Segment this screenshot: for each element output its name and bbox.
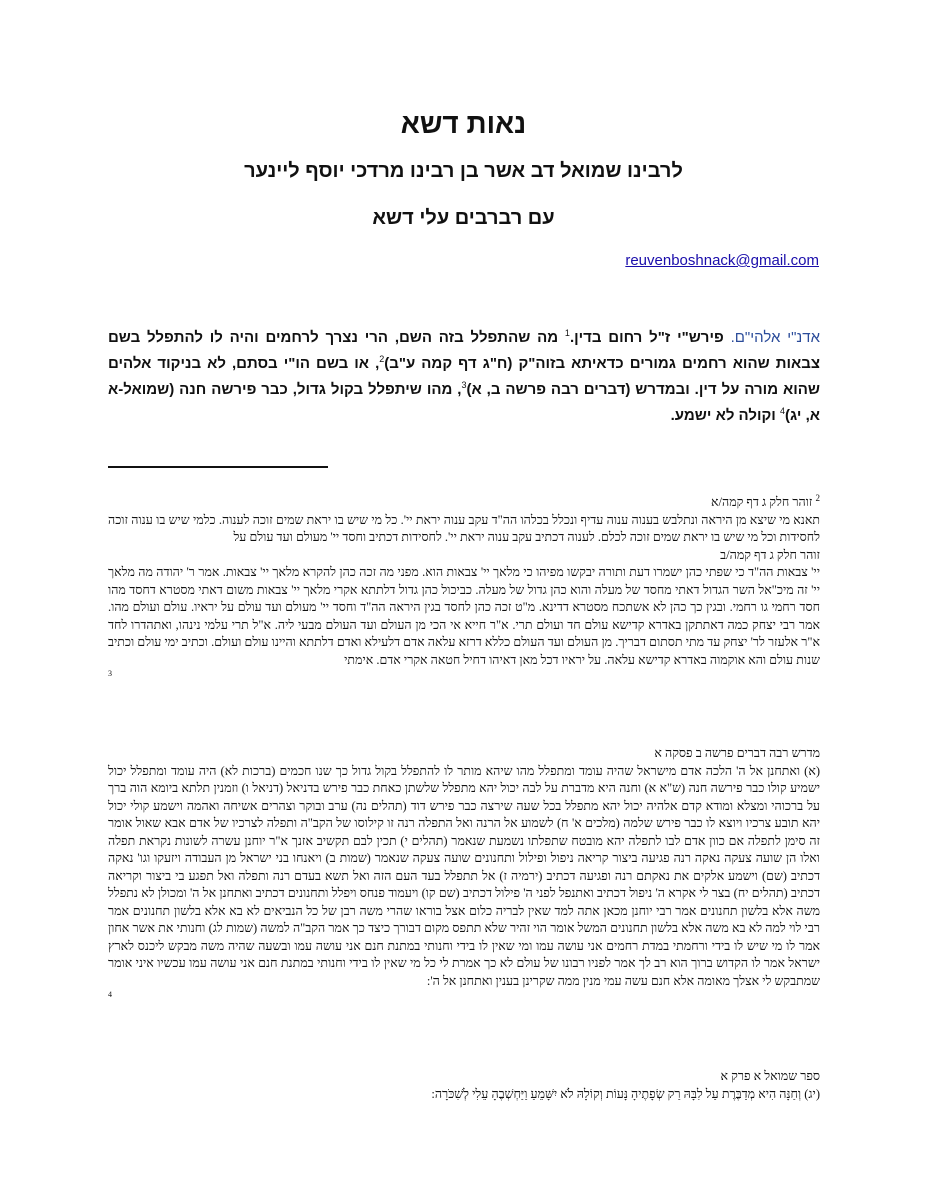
footnote-ref-1[interactable]: 1 [564, 328, 570, 338]
footnote-2-heading [108, 494, 820, 512]
document-subtitle: לרבינו שמואל דב אשר בן רבינו מרדכי יוסף ליינער [244, 160, 683, 182]
footnote-2-heading-text: זוהר חלק ג דף קמה/א [711, 495, 813, 509]
document-subtitle-2: עם רברבים עלי דשא [372, 207, 555, 229]
footnote-2-body-2: יי' צבאות הה"ד כי שפתי כהן ישמרו דעת ותורה יבקשו מפיהו כי מלאך יי' צבאות הוא. מפני מה זכה כהן להקרא מלאך יי' צבאות. אמר ר' יהודה מה מלאך יי' זה מיכ"אל השר הגדול דאתי מחסד של מעלה והוא כהן גדול של מעלה. כביכול כהן גדול דלתתא אקרי מלאך יי' צבאות משום דאתי מסטרא דחסד מהו חסד רחמי גו רחמי. ובגין כך כהן לא אשתכח מסטרא דדינא. מ"ט זכה כהן לחסד בגין היראה הה"ד וחסד יי' מעולם ועד עולם על יראיו. עולם ועולם מהו. אמר רבי יצחק כמה דאתתקן באדרא קדישא עולם חד ועולם תרי. א"ר חייא אי הכי מן העולם ועד העולם מבעי ליה. א"ל תרי עלמי נינהו, ואתהדרו לחד א"ר אלעזר לר' יצחק עד מתי תסתום דבריך. מן העולם ועד העולם כללא דרזא עלאה אדם דלעילא ואדם דלתתא והיינו עולם ועולם. וכתיב ימי עולם וכתיב שנות עולם והא אוקמוה באדרא קדישא עלאה. על יראיו דכל מאן דאיהו דחיל חטאה אקרי אדם. אימתי [108, 565, 820, 667]
footnote-3-heading: מדרש רבה דברים פרשה ב פסקה א [654, 746, 820, 760]
footnote-4 [108, 1068, 820, 1103]
main-text-5: וקולה לא ישמע. [670, 407, 780, 424]
footnote-4-body: (יג) וְחַנָּה הִיא מְדַבֶּרֶת עַל לִבָּהּ רַק שְׂפָתֶיהָ נָּעוֹת וְקוֹלָהּ לֹא יִשָּׁמֵעַ וַיַּחְשְׁבֶהָ עֵלִי לְשִׁכֹּרָה: [431, 1086, 820, 1101]
footnote-3-body: (א) ואתחנן אל ה' הלכה אדם מישראל שהיה עומד ומתפלל מהו שיהא מותר לו להתפלל בקול גדול כך שנו חכמים (ברכות לא) היה עומד ומתפלל יכול ישמיע קולו כבר פירשה חנה (ש"א א) וחנה היא מדברת על לבה יכול יהא מתפלל שלשתן כאחת כבר פירש בדניאל (דניאל ו) וזמנין תלתא ביומא הוה ברך על ברכוהי ומצלא ומודא קדם אלהיה יכול יהא מתפלל בכל שעה שירצה כבר פירש דוד (תהלים נה) ערב ובוקר וצהרים אשיחה ואהמה וישמע קולי יכול יהא תובע צרכיו ויוצא לו כבר פירש שלמה (מלכים א' ח) לשמוע אל הרנה ואל התפלה רנה זו קילוסו של הקב"ה ותפלה לצרכיו של אדם אבא שאול אומר זה סימן לתפלה אם כוון אדם לבו לתפלה יהא מובטח שתפלתו נשמעת שנאמר (תהלים י) תכין לבם תקשיב אזנך א"ר יוחנן עשרה לשונות נקראת תפלה ואלו הן שועה צעקה נאקה רנה פגיעה ביצור קריאה ניפול ופילול ותחנונים שועה צעקה שנאמר (שמות ב) ויאנחו בני ישראל מן העבודה ויזעקו וגו' נאקה דכתיב (שם) וישמע אלקים את נאקתם רנה ופגיעה דכתיב (ירמיה ז) אל תתפלל בעד העם הזה ואל תשא בעדם רנה ותפלה ואל תפגע בי ביצור וקריאה דכתיב (תהלים יח) בצר לי אקרא ה' ניפול דכתיב ואתנפל לפני ה' פילול דכתיב (שם קו) ויעמוד פנחס ויפלל ותחנונים דכתיב ואתחנן אל ה' ומכולן לא נתפלל משה אלא בלשון תחנונים אמר רבי יוחנן מכאן אתה למד שאין לבריה כלום אצל בוראו שהרי משה רבן של כל הנביאים לא בא אלא בלשון תחנונים אמר רבי לוי למה לא בא משה אלא בלשון תחנונים המשל אומר הוי זהיר שלא תתפס מקום דבורך כיצד כך אמר הקב"ה למשה (שמות לג) וחנותי את אשר אחון אמר לו מי שיש לו בידי ורחמתי במדת רחמים אני עושה עמו ומי שאין לו בידי וחנותי במתנת חנם אני עושה עמו ובשעה שהיה משה מבקש ליכנס לארץ ישראל אמר לו הקדוש ברוך הוא רב לך אמר לפניו רבונו של עולם לא כך אמרת לי כל מי שאין לו בידי וחנותי במתנת חנם אני עושה עמו עכשיו איני אומר שמתבקש לי אצלך מאומה אלא חנם עשה עמי מנין ממה שקרינן בענין ואתחנן אל ה': [108, 763, 820, 988]
main-text-3: , או בשם הו"י בסתם, לא בניקוד אלהים שהוא מורה על דין. ובמדרש (דברים רבה פרשה ב, א) [108, 355, 821, 398]
lead-term: אדנ"י אלהי"ם. [730, 329, 820, 346]
main-paragraph [108, 325, 820, 429]
footnote-separator [108, 466, 328, 468]
footnote-2-heading-2: זוהר חלק ג דף קמה/ב [720, 547, 820, 562]
footnote-2 [108, 494, 820, 678]
footnote-2-mark: 2 [815, 492, 820, 503]
document-title: נאות דשא [400, 108, 527, 139]
main-text-4: , מהו שיתפלל בקול גדול, כבר פירשה חנה (שמואל-א א, יג) [108, 381, 820, 424]
footnote-ref-4[interactable]: 4 [780, 406, 786, 416]
footnote-ref-2[interactable]: 2 [379, 354, 385, 364]
footnote-4-mark: 4 [108, 990, 112, 999]
email-link[interactable]: reuvenboshnack@gmail.com [625, 252, 819, 269]
main-text-1: פירש"י ז"ל רחום בדין. [569, 329, 731, 346]
footnote-2-body: תאנא מי שיצא מן היראה ונתלבש בענוה ענוה עדיף ונכלל בכלהו הה"ד עקב ענוה יראת יי'. כל מי שיש בו יראת שמים זוכה לענוה. כלמי שיש בו ענוה זוכה לחסידות וכל מי שיש בו יראת שמים זוכה לכלם. לענוה דכתיב עקב ענוה יראת יי'. לחסידות דכתיב וחסד יי' מעולם ועד עולם על [108, 512, 820, 544]
main-text-2: מה שהתפלל בזה השם, הרי נצרך לרחמים והיה לו להתפלל בשם צבאות שהוא רחמים גמורים כדאיתא בזוה"ק (ח"ג דף קמה ע"ב) [108, 329, 820, 372]
footnote-4-heading: ספר שמואל א פרק א [720, 1069, 820, 1083]
footnote-3 [108, 745, 820, 999]
footnote-3-mark: 3 [108, 669, 112, 678]
footnote-ref-3[interactable]: 3 [461, 380, 467, 390]
